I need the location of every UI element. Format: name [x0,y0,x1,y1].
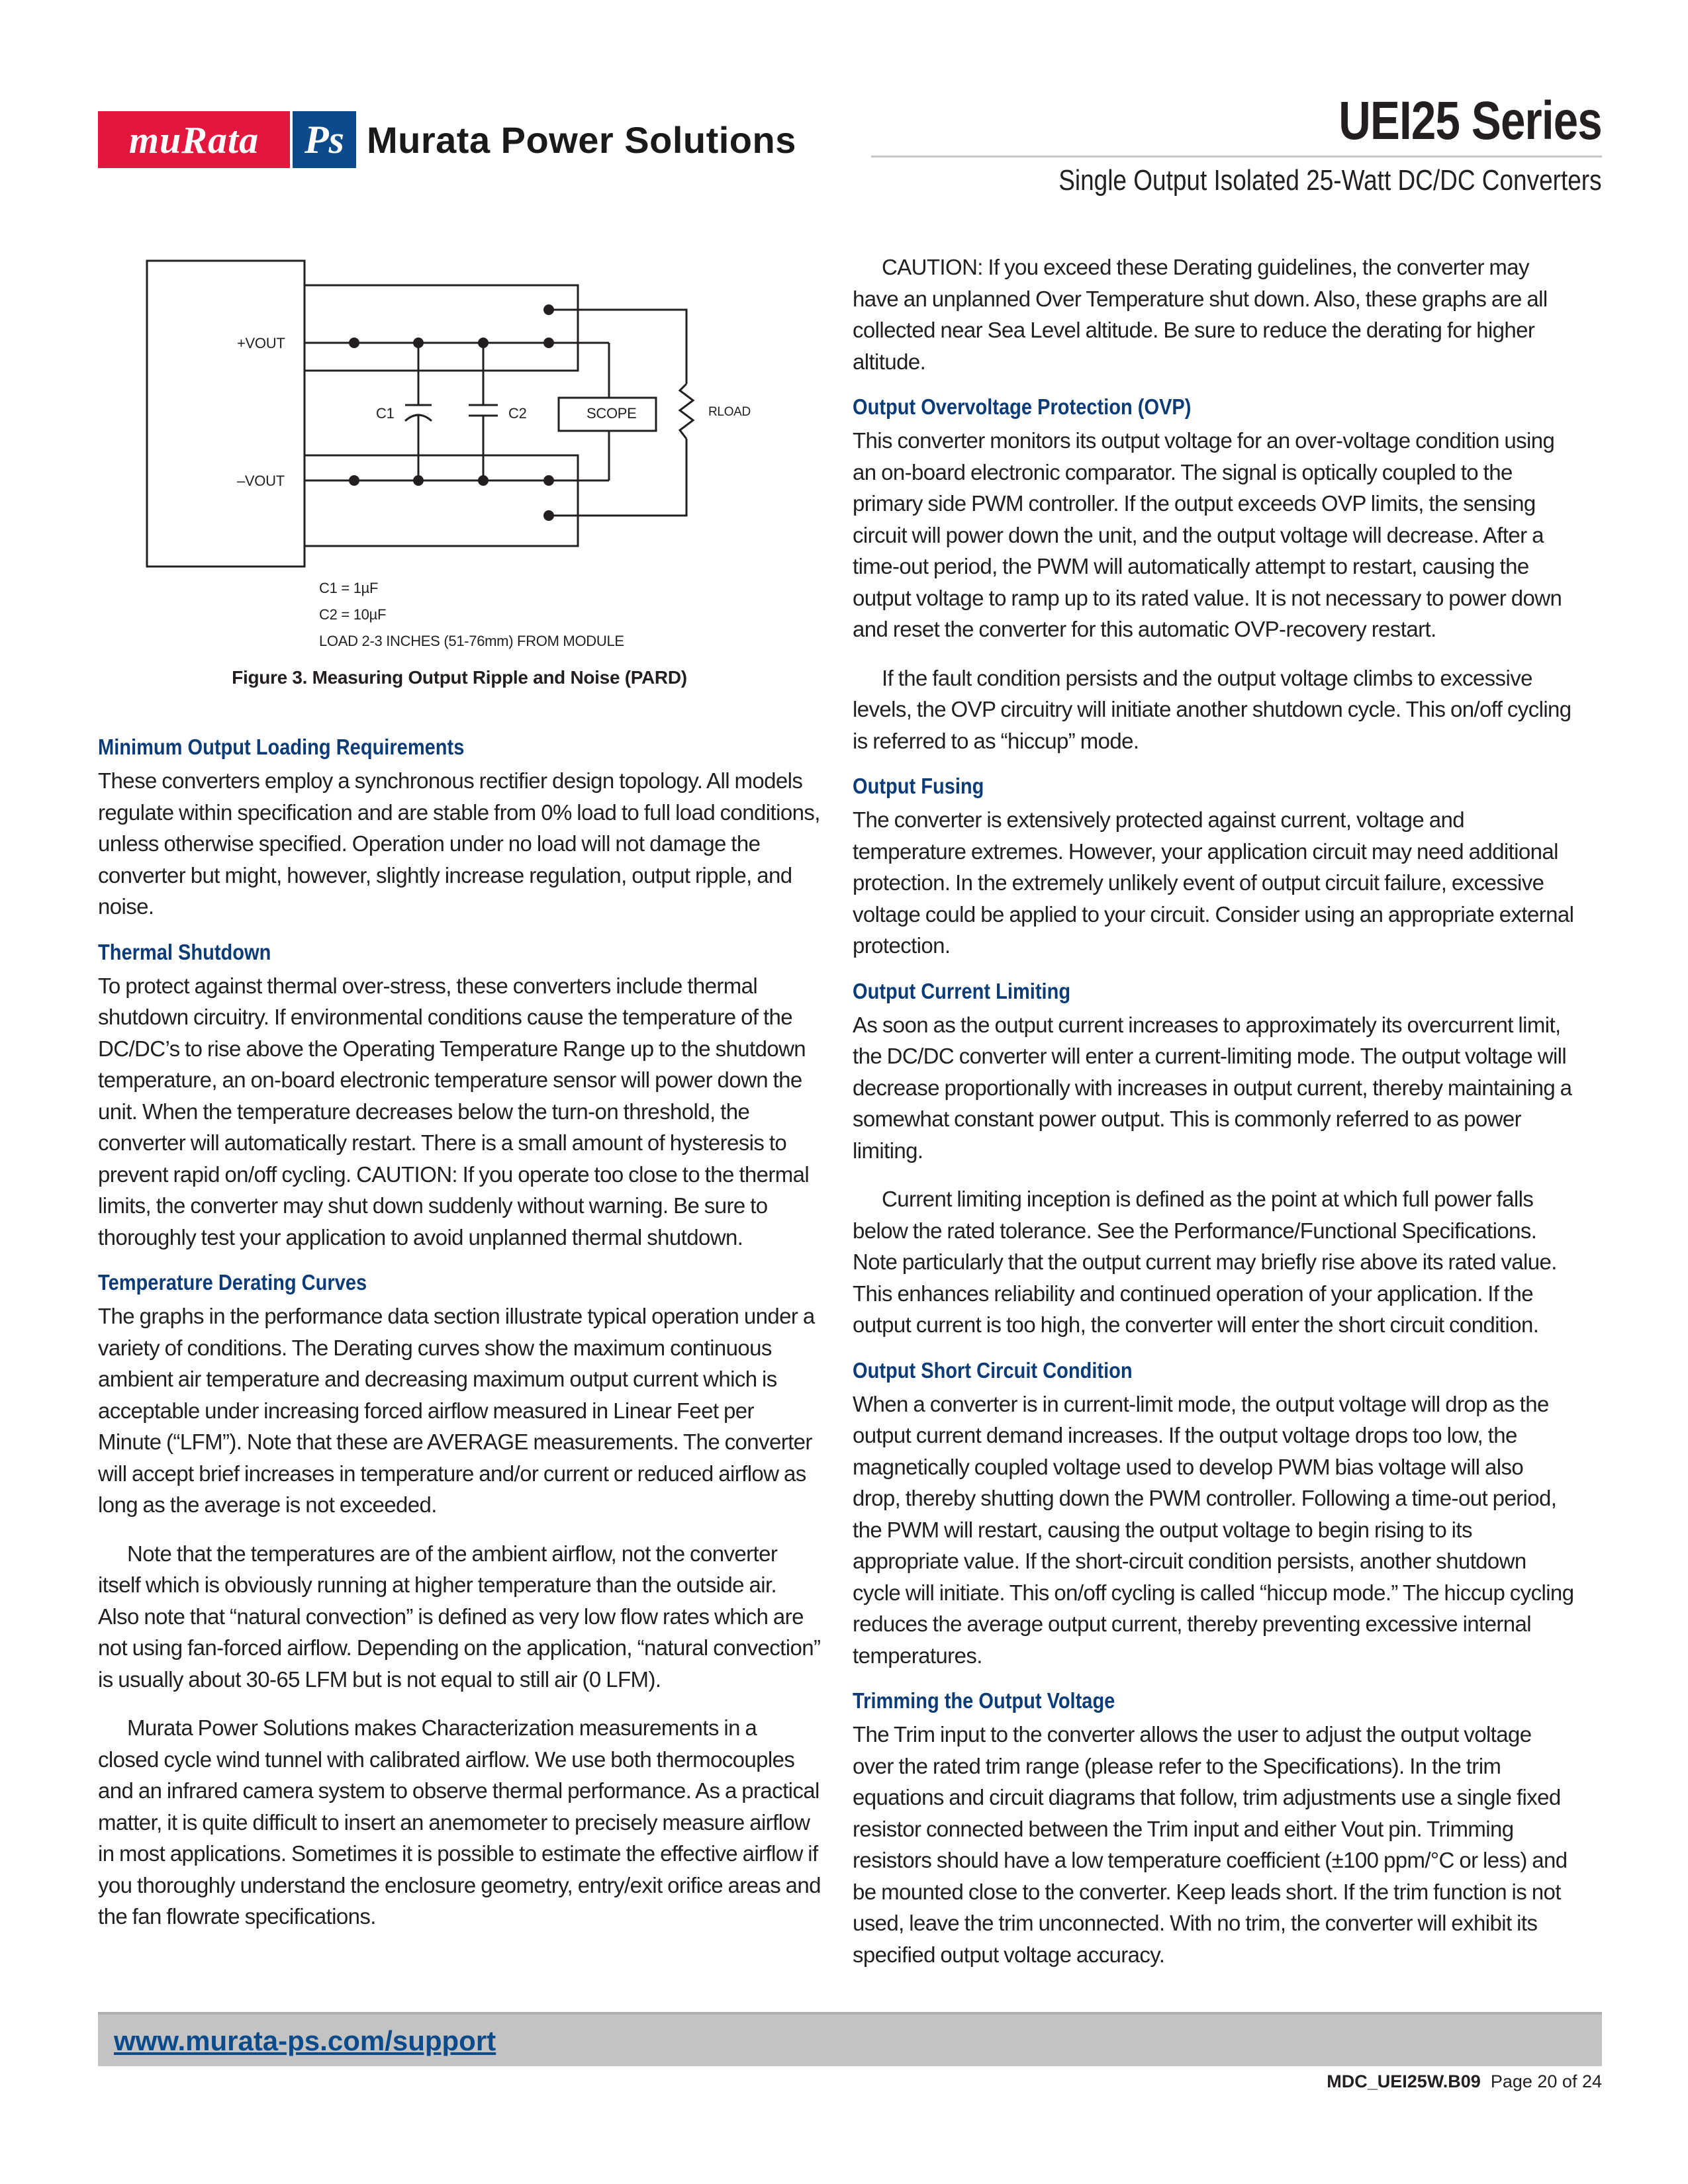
section-heading: Output Current Limiting [853,978,1071,1003]
section-heading: Trimming the Output Voltage [853,1688,1115,1713]
ps-logo-mark: Ps [293,111,356,168]
page-number: Page 20 of 24 [1490,2071,1602,2091]
support-link[interactable]: www.murata-ps.com/support [114,2025,496,2056]
section-thermal-shutdown [98,940,821,1253]
paragraph: The converter is extensively protected against current, voltage and temperature extremes. However, your application circuit may need additional protection. In the extremely unlikely event of output circuit failure, excessive voltage could be applied to your circuit. Consider using an appropriate external protection. [853,807,1574,958]
murata-wordmark: muRata [98,111,290,168]
c1-label: C1 [376,405,395,422]
paragraph: Current limiting inception is defined as the point at which full power falls below the rated tolerance. See the Performance/Functional Specifications. Note particularly that the output current may briefly rise above its rated value. This enhances reliability and continued operation of your application. If the output current is too high, the converter will enter the short circuit condition. [853,1187,1557,1337]
derating-caution-paragraph: CAUTION: If you exceed these Derating guidelines, the converter may have an unplanned Over Temperature shut down. Also, these graphs are all collected near Sea Level altitude. Be sure to reduce the derating for higher altitude. [853,255,1548,374]
paragraph: The graphs in the performance data section illustrate typical operation under a variety of conditions. The Derating curves show the maximum continuous ambient air temperature and decreasing maximum output current which is acceptable under increasing forced airflow measured in Linear Feet per Minute (“LFM”). Note that these are AVERAGE measurements. The converter will accept brief increases in temperature and/or current or reduced airflow as long as the average is not exceeded. [98,1304,815,1517]
section-output-short-circuit [853,1358,1575,1672]
murata-logo [98,111,796,168]
footer-bar [98,2012,1602,2066]
paragraph: To protect against thermal over-stress, these converters include thermal shutdown circuitry. If environmental conditions cause the temperature of the DC/DC’s to rise above the Operating Temperature Range up to the shutdown temperature, an on-board electronic temperature sensor will power down the unit. When the temperature decreases below the turn-on threshold, the converter will automatically restart. There is a small amount of hysteresis to prevent rapid on/off cycling. CAUTION: If you operate too close to the thermal limits, the converter may shut down suddenly without warning. Be sure to thoroughly test your application to avoid unplanned thermal shutdown. [98,973,810,1250]
series-title: UEI25 Series [1338,91,1602,151]
section-minimum-output-loading [98,735,821,923]
footer-doc-info [1327,2071,1602,2092]
section-output-current-limiting [853,979,1575,1341]
section-heading: Output Short Circuit Condition [853,1357,1133,1383]
paragraph: Murata Power Solutions makes Characterization measurements in a closed cycle wind tunnel with calibrated airflow. We use both thermocouples and an infrared camera system to observe thermal performance. As a practical matter, it is quite difficult to insert an anemometer to precisely measure airflow in most applications. Sometimes it is possible to estimate the effective airflow if you thoroughly understand the enclosure geometry, entry/exit orifice areas and the fan flowrate specifications. [98,1715,821,1929]
section-output-fusing [853,774,1575,962]
paragraph: This converter monitors its output voltage for an over-voltage condition using an on-board electronic comparator. The signal is optically coupled to the primary side PWM controller. If the output exceeds OVP limits, the sensing circuit will power down the unit, and the output voltage will decrease. After a time-out period, the PWM will automatically attempt to restart, causing the output voltage to ramp up to its rated value. It is not necessary to power down and reset the converter for this automatic OVP-recovery restart. [853,428,1562,641]
rload-label: RLOAD [708,405,751,419]
series-subtitle: Single Output Isolated 25-Watt DC/DC Converters [1058,164,1602,197]
c2-value-note: C2 = 10µF [319,606,387,623]
section-temperature-derating [98,1270,821,1933]
section-heading: Output Fusing [853,774,984,798]
pard-measurement-schematic [132,251,794,715]
figure-caption: Figure 3. Measuring Output Ripple and Noise (PARD) [232,667,687,688]
section-heading: Minimum Output Loading Requirements [98,735,465,759]
left-column [98,735,821,1933]
section-heading: Thermal Shutdown [98,939,271,964]
paragraph: When a converter is in current-limit mode, the output voltage will drop as the output current demand increases. If the output voltage drops too low, the magnetically coupled voltage used to develop PWM bias voltage will also drop, thereby shutting down the PWM controller. Following a time-out period, the PWM will restart, causing the output voltage to begin rising to its appropriate value. If the short-circuit condition persists, another shutdown cycle will initiate. This on/off cycling is called “hiccup mode.” The hiccup cycling reduces the average output current, thereby preventing excessive internal temperatures. [853,1391,1574,1668]
paragraph: As soon as the output current increases to approximately its overcurrent limit, the DC/DC converter will enter a current-limiting mode. The output voltage will decrease proportionally with increases in output current, thereby maintaining a somewhat constant power output. This is commonly referred to as power limiting. [853,1012,1572,1163]
document-id: MDC_UEI25W.B09 [1327,2071,1481,2091]
load-distance-note: LOAD 2-3 INCHES (51-76mm) FROM MODULE [319,633,624,649]
c2-label: C2 [508,405,527,422]
section-trimming-output-voltage [853,1688,1575,1970]
paragraph: These converters employ a synchronous rectifier design topology. All models regulate within specification and are stable from 0% load to full load conditions, unless otherwise specified. Operation under no load will not damage the converter but might, however, slightly increase regulation, output ripple, and noise. [98,768,820,919]
section-heading: Temperature Derating Curves [98,1270,367,1295]
right-column [853,251,1575,1970]
header-divider [871,156,1602,158]
company-name: Murata Power Solutions [367,118,796,161]
paragraph: Note that the temperatures are of the ambient airflow, not the converter itself which is obviously running at higher temperature than the outside air. Also note that “natural convection” is defined as very low flow rates which are not using fan-forced airflow. Depending on the application, “natural convection” is usually about 30-65 LFM but is not equal to still air (0 LFM). [98,1541,821,1692]
paragraph: If the fault condition persists and the output voltage climbs to excessive levels, the OVP circuitry will initiate another shutdown cycle. This on/off cycling is referred to as “hiccup” mode. [853,665,1571,753]
circuit-diagram [132,251,794,662]
section-heading: Output Overvoltage Protection (OVP) [853,394,1192,419]
plus-vout-label: +VOUT [237,335,285,351]
section-ovp [853,394,1575,756]
scope-label: SCOPE [586,405,637,422]
minus-vout-label: –VOUT [237,473,285,489]
paragraph: The Trim input to the converter allows the user to adjust the output voltage over the rated trim range (please refer to the Specifications). In the trim equations and circuit diagrams that follow, trim adjustments use a single fixed resistor connected between the Trim input and either Vout pin. Trimming resistors should have a low temperature coefficient (±100 ppm/°C or less) and be mounted close to the converter. Keep leads short. If the trim function is not used, leave the trim unconnected. With no trim, the converter will exhibit its specified output voltage accuracy. [853,1722,1568,1967]
c1-value-note: C1 = 1µF [319,580,379,596]
